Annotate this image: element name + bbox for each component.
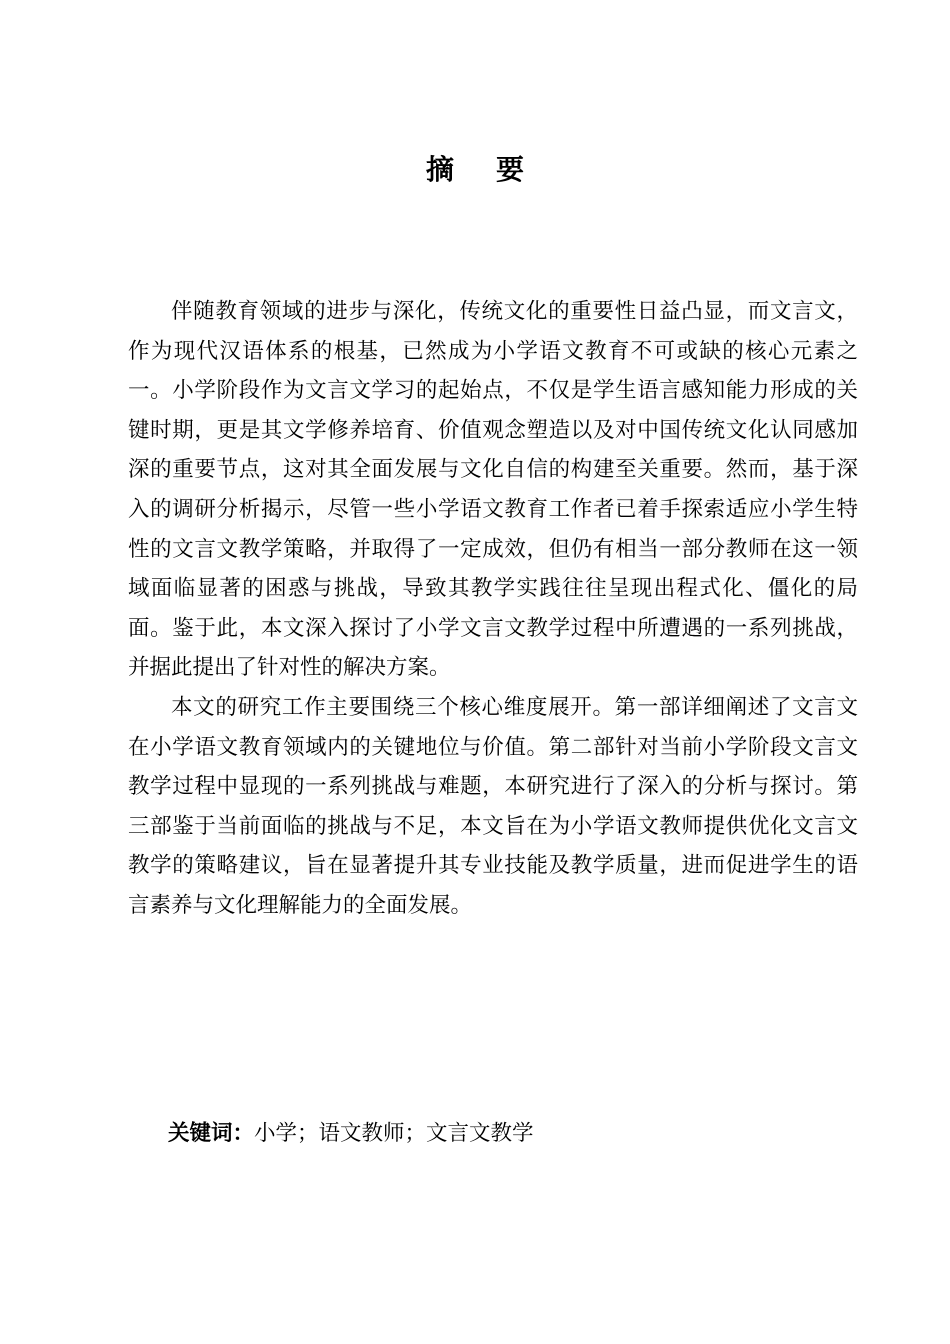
keywords-line xyxy=(168,1114,534,1154)
page-title xyxy=(0,150,950,190)
abstract-paragraph-1: 伴随教育领域的进步与深化，传统文化的重要性日益凸显，而文言文，作为现代汉语体系的根基，已然成为小学语文教育不可或缺的核心元素之一。小学阶段作为文言文学习的起始点，不仅是学生语言感知能力形成的关键时期，更是其文学修养培育、价值观念塑造以及对中国传统文化认同感加深的重要节点，这对其全面发展与文化自信的构建至关重要。然而，基于深入的调研分析揭示，尽管一些小学语文教育工作者已着手探索适应小学生特性的文言文教学策略，并取得了一定成效，但仍有相当一部分教师在这一领域面临显著的困惑与挑战，导致其教学实践往往呈现出程式化、僵化的局面。鉴于此，本文深入探讨了小学文言文教学过程中所遭遇的一系列挑战，并据此提出了针对性的解决方案。 xyxy=(128,299,858,681)
keywords-label: 关键词： xyxy=(168,1121,255,1146)
abstract-paragraph-2: 本文的研究工作主要围绕三个核心维度展开。第一部详细阐述了文言文在小学语文教育领域内的关键地位与价值。第二部针对当前小学阶段文言文教学过程中显现的一系列挑战与难题，本研究进行了深入的分析与探讨。第三部鉴于当前面临的挑战与不足，本文旨在为小学语文教师提供优化文言文教学的策略建议，旨在显著提升其专业技能及教学质量，进而促进学生的语言素养与文化理解能力的全面发展。 xyxy=(128,694,858,918)
keywords-value: 小学；语文教师；文言文教学 xyxy=(254,1121,534,1146)
abstract-body xyxy=(128,292,858,926)
title-part-1: 摘 xyxy=(425,153,454,186)
title-part-2: 要 xyxy=(496,153,525,186)
